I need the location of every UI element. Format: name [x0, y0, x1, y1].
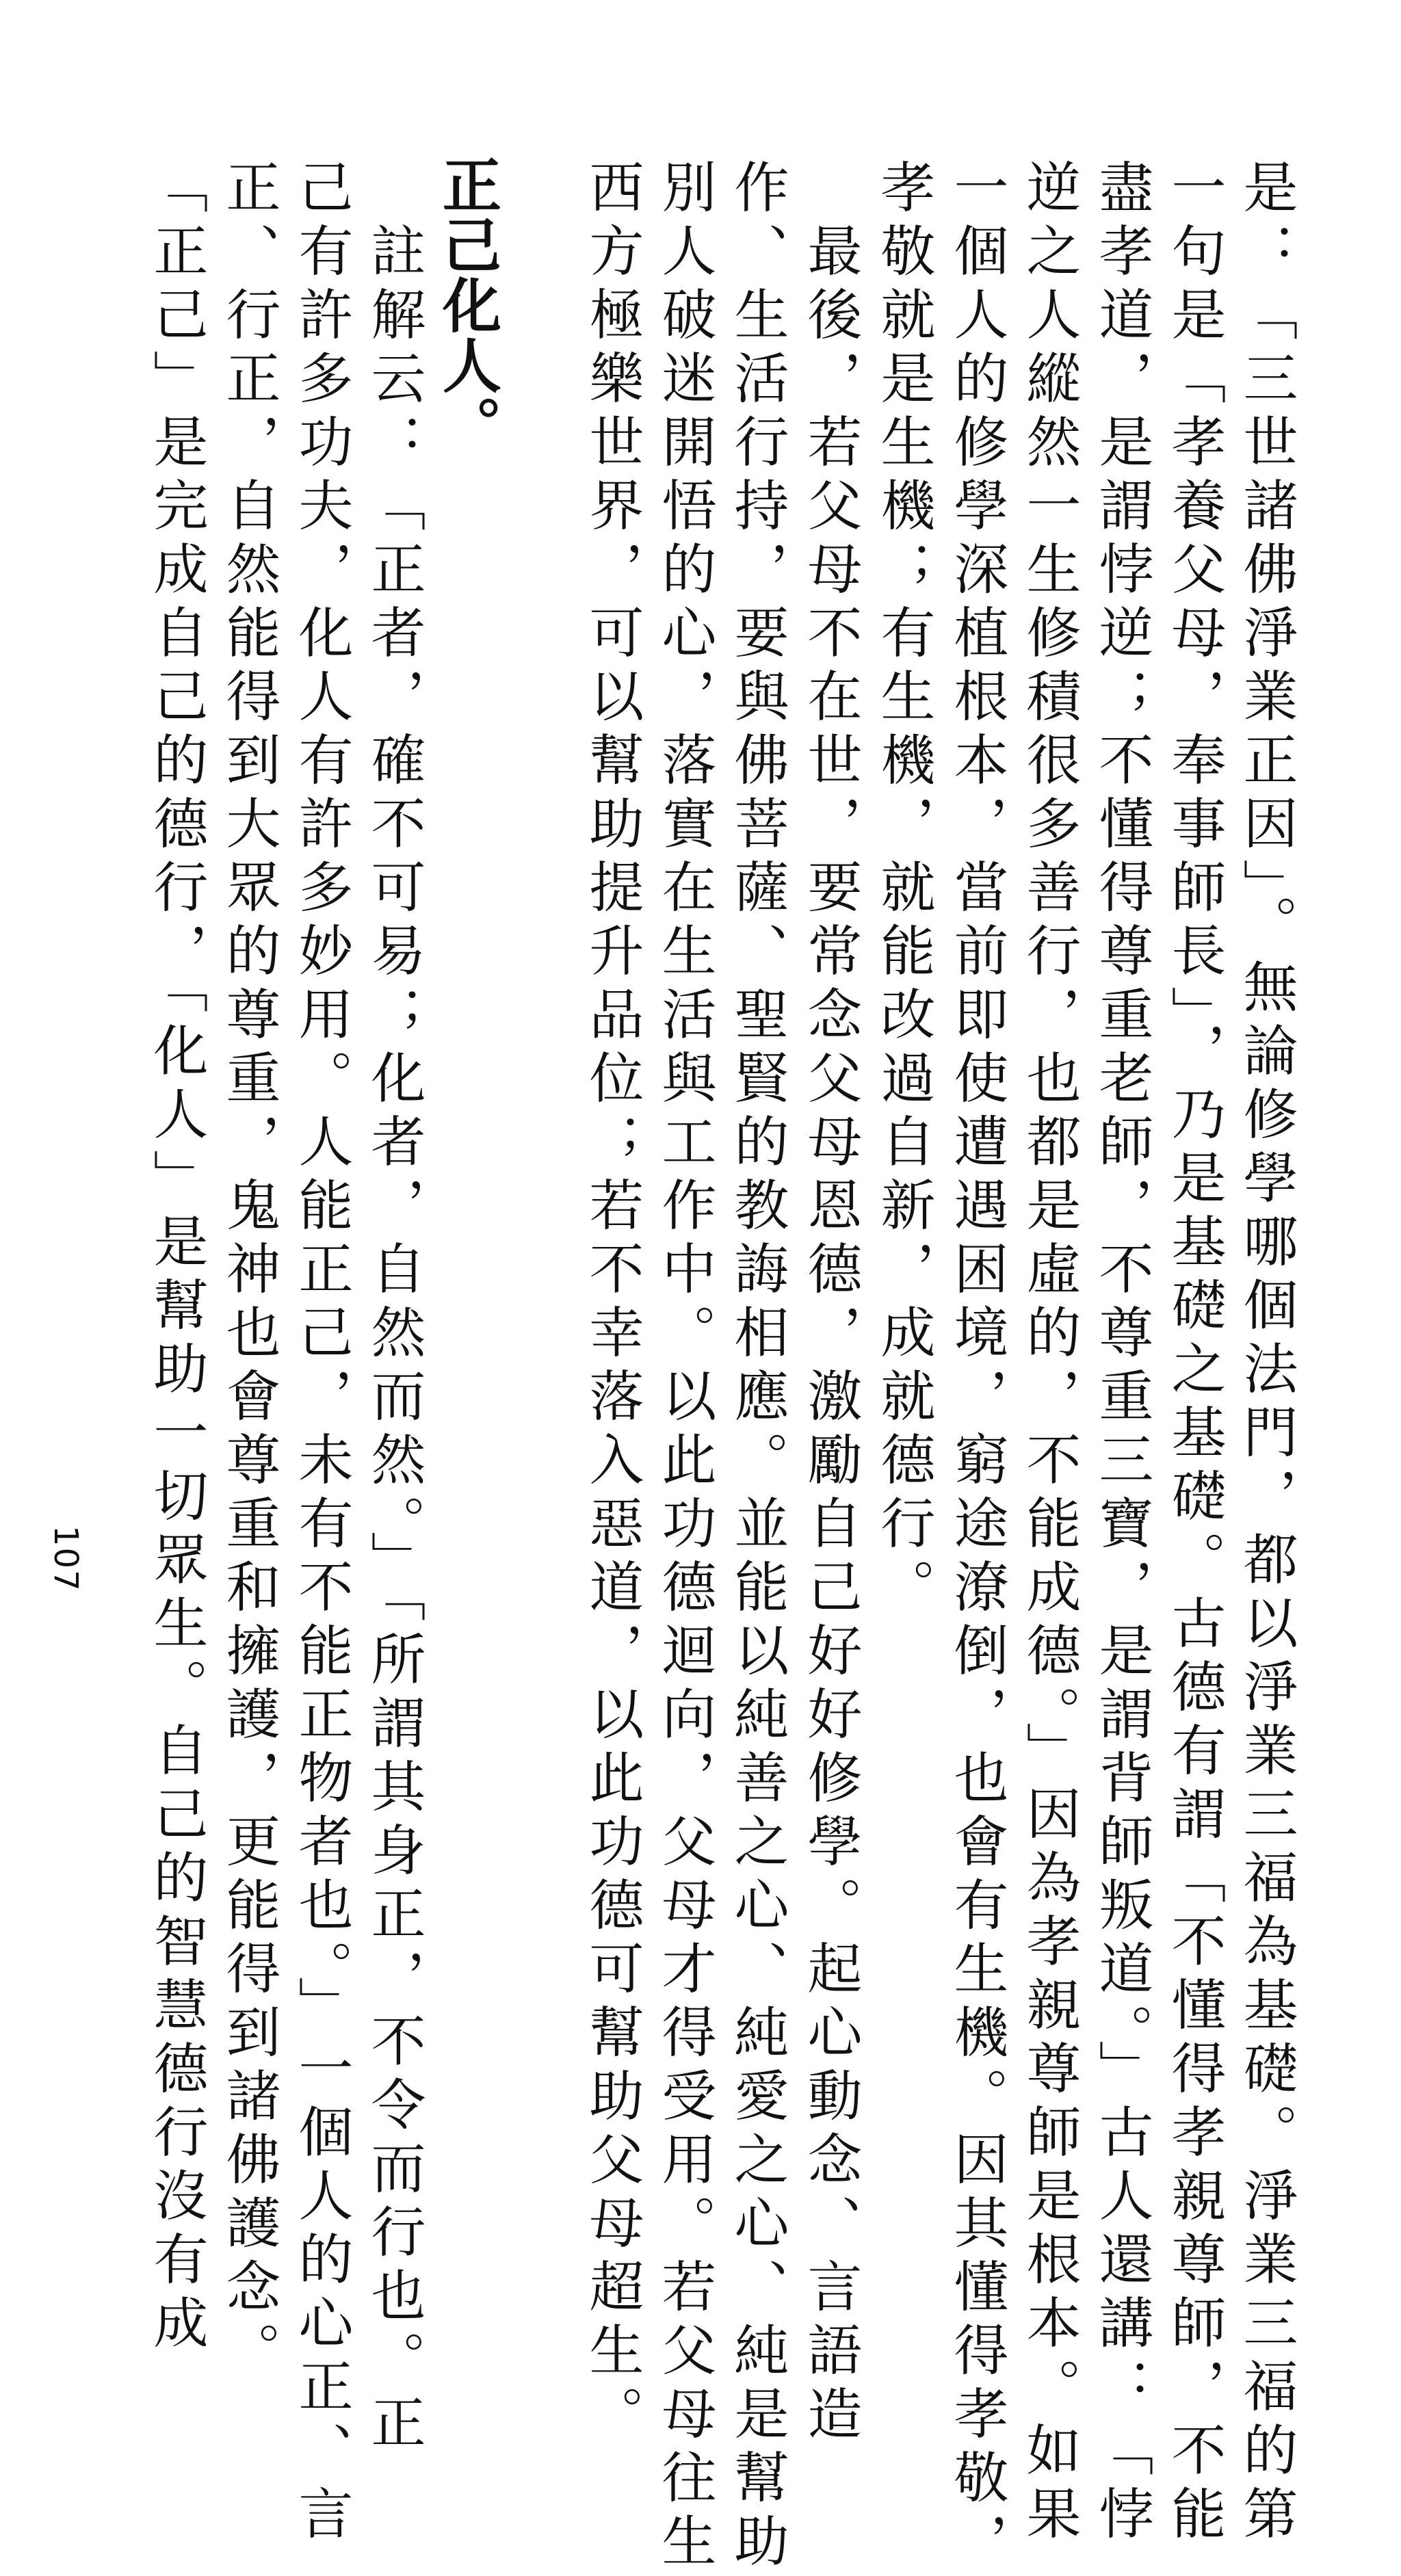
text-column: 盡孝道，是謂悖逆；不懂得尊重老師，不尊重三寶，是謂背師叛道。」古人還講：「悖 — [1090, 159, 1153, 2549]
text-column: 正、行正，自然能得到大眾的尊重，鬼神也會尊重和擁護，更能得到諸佛護念。 — [217, 159, 280, 2385]
text-column: 一個人的修學深植根本，當前即使遭遇困境，窮途潦倒，也會有生機。因其懂得孝敬， — [945, 159, 1008, 2576]
page-number: 107 — [47, 1525, 85, 1592]
text-column: 孝敬就是生機；有生機，就能改過自新，成就德行。 — [872, 159, 935, 1622]
text-column: 別人破迷開悟的心，落實在生活與工作中。以此功德迴向，父母才得受用。若父母往生 — [653, 159, 716, 2576]
text-column: 作、生活行持，要與佛菩薩、聖賢的教誨相應。並能以純善之心、純愛之心、純是幫助 — [725, 159, 789, 2576]
text-column: 是：「三世諸佛淨業正因」。無論修學哪個法門，都以淨業三福為基礎。淨業三福的第 — [1234, 159, 1298, 2549]
text-column: 逆之人縱然一生修積很多善行，也都是虛的，不能成德。」因為孝親尊師是根本。如果 — [1017, 159, 1081, 2549]
paragraph-first-column: 最後，若父母不在世，要常念父母恩德，激勵自己好好修學。起心動念、言語造 — [798, 159, 862, 2449]
paragraph-first-column: 註解云：「正者，確不可易；化者，自然而然。」「所謂其身正，不令而行也。正 — [362, 159, 425, 2458]
text-column: 一句是「孝養父母，奉事師長」，乃是基礎之基礎。古德有謂「不懂得孝親尊師，不能 — [1162, 159, 1226, 2549]
text-column: 「正己」是完成自己的德行，「化人」是幫助一切眾生。自己的智慧德行沒有成 — [144, 159, 208, 2358]
text-column: 西方極樂世界，可以幫助提升品位；若不幸落入惡道，以此功德可幫助父母超生。 — [580, 159, 644, 2449]
section-heading: 正己化人。 — [432, 155, 501, 456]
text-column: 己有許多功夫，化人有許多妙用。人能正己，未有不能正物者也。」一個人的心正、言 — [289, 159, 353, 2549]
